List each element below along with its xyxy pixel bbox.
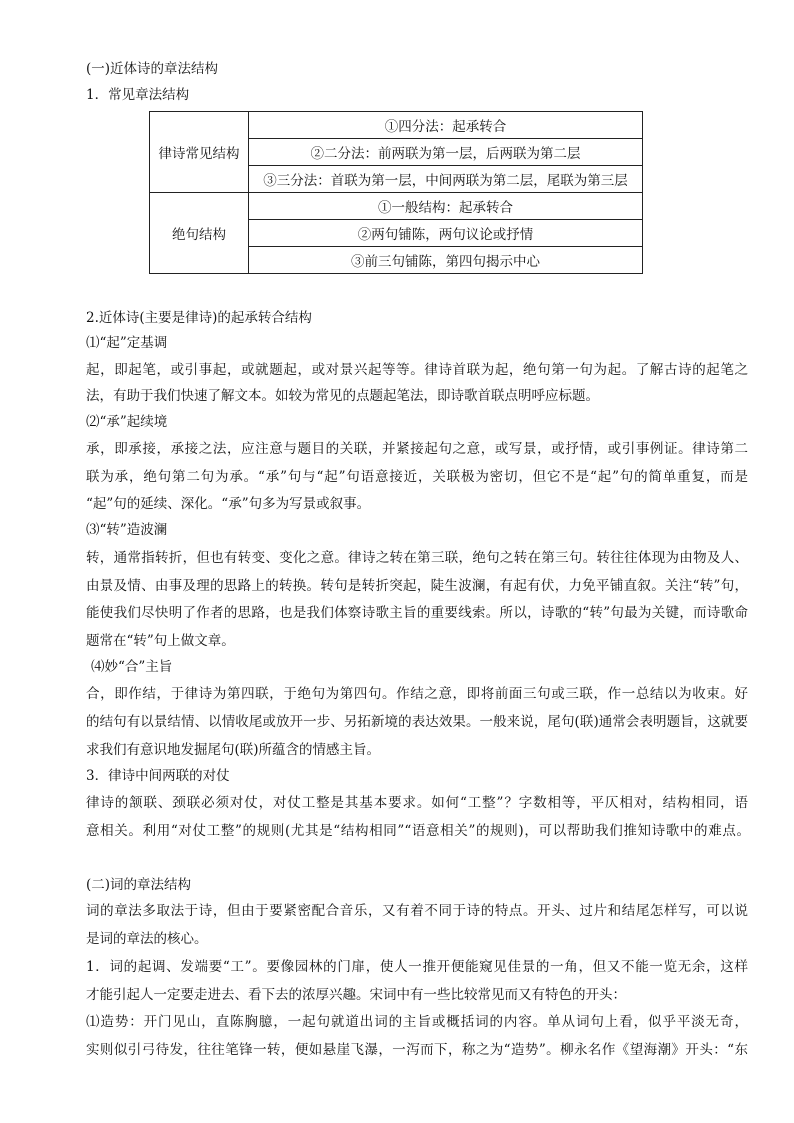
jueju-row-3: ③前三句铺陈，第四句揭示中心	[249, 247, 643, 274]
paragraph-line: 律诗的颔联、颈联必须对仗，对仗工整是其基本要求。如何“工整”？字数相等，平仄相对，结构相同，语	[86, 795, 748, 811]
paragraph-line: 意相关。利用“对仗工整”的规则(尤其是“结构相同”“语意相关”的规则)，可以帮助我们推知诗歌中的难点。	[86, 823, 750, 839]
lushi-row-2: ②二分法：前两联为第一层，后两联为第二层	[249, 139, 643, 166]
paragraph-line: 词的章法多取法于诗，但由于要紧密配合音乐，又有着不同于诗的特点。开头、过片和结尾怎样写，可以说	[86, 903, 748, 919]
paragraph-line: 的结句有以景结情、以情收尾或放开一步、另拓新境的表达效果。一般来说，尾句(联)通常会表明题旨，这就要	[86, 714, 748, 730]
paragraph-line: 转，通常指转折，但也有转变、变化之意。律诗之转在第三联，绝句之转在第三句。转往往体现为由物及人、	[86, 550, 748, 566]
paragraph-line: 1．词的起调、发端要“工”。要像园林的门扉，使人一推开便能窥见佳景的一角，但又不能一览无余，这样	[86, 959, 748, 975]
jueju-label: 绝句结构	[150, 193, 249, 274]
structure-table	[149, 111, 643, 274]
paragraph-line: “起”句的延续、深化。“承”句多为写景或叙事。	[86, 496, 371, 512]
subheading-cheng: ⑵“承”起续境	[86, 414, 168, 430]
heading-qichengzhuanhe: 2.近体诗(主要是律诗)的起承转合结构	[86, 310, 312, 326]
heading-duizhang: 3．律诗中间两联的对仗	[86, 768, 230, 784]
paragraph-line: 起，即起笔，或引事起，或就题起，或对景兴起等等。律诗首联为起，绝句第一句为起。了解古诗的起笔之	[86, 362, 748, 378]
paragraph-line: 承，即承接，承接之法，应注意与题目的关联，并紧接起句之意，或写景，或抒情，或引事例证。律诗第二	[86, 441, 748, 457]
jueju-row-1: ①一般结构：起承转合	[249, 193, 643, 220]
paragraph-line: 法，有助于我们快速了解文本。如较为常见的点题起笔法，即诗歌首联点明呼应标题。	[86, 388, 599, 404]
paragraph-line: 题常在“转”句上做文章。	[86, 633, 235, 649]
paragraph-line: 求我们有意识地发掘尾句(联)所蕴含的情感主旨。	[86, 742, 381, 758]
lushi-row-1: ①四分法：起承转合	[249, 112, 643, 139]
paragraph-line: 合，即作结，于律诗为第四联，于绝句为第四句。作结之意，即将前面三句或三联，作一总结以为收束。好	[86, 686, 748, 702]
subheading-zhuan: ⑶“转”造波澜	[86, 522, 168, 538]
section1-title: (一)近体诗的章法结构	[86, 61, 219, 77]
subheading-qi: ⑴“起”定基调	[86, 335, 168, 351]
paragraph-line: ⑴造势：开门见山，直陈胸臆，一起句就道出词的主旨或概括词的内容。单从词句上看，似乎平淡无奇，	[86, 1014, 748, 1030]
lushi-row-3: ③三分法：首联为第一层，中间两联为第二层，尾联为第三层	[249, 166, 643, 193]
section2-title: (二)词的章法结构	[86, 877, 192, 893]
paragraph-line: 才能引起人一定要走进去、看下去的浓厚兴趣。宋词中有一些比较常见而又有特色的开头：	[86, 987, 626, 1003]
paragraph-line: 能使我们尽快明了作者的思路，也是我们体察诗歌主旨的重要线索。所以，诗歌的“转”句最为关键，而诗歌命	[86, 605, 748, 621]
jueju-row-2: ②两句铺陈，两句议论或抒情	[249, 220, 643, 247]
paragraph-line: 由景及情、由事及理的思路上的转换。转句是转折突起，陡生波澜，有起有伏，力免平铺直叙。关注“转”句，	[86, 578, 748, 594]
paragraph-line: 联为承，绝句第二句为承。“承”句与“起”句语意接近，关联极为密切，但它不是“起”句的简单重复，而是	[86, 469, 748, 485]
heading-common-structure: 1．常见章法结构	[86, 87, 190, 103]
paragraph-line: 是词的章法的核心。	[86, 931, 208, 947]
lushi-label: 律诗常见结构	[150, 112, 249, 193]
subheading-he: ⑷妙“合”主旨	[91, 659, 173, 675]
paragraph-line: 实则似引弓待发，往往笔锋一转，便如悬崖飞瀑，一泻而下，称之为“造势”。柳永名作《望海潮》开头：“东	[86, 1042, 748, 1058]
